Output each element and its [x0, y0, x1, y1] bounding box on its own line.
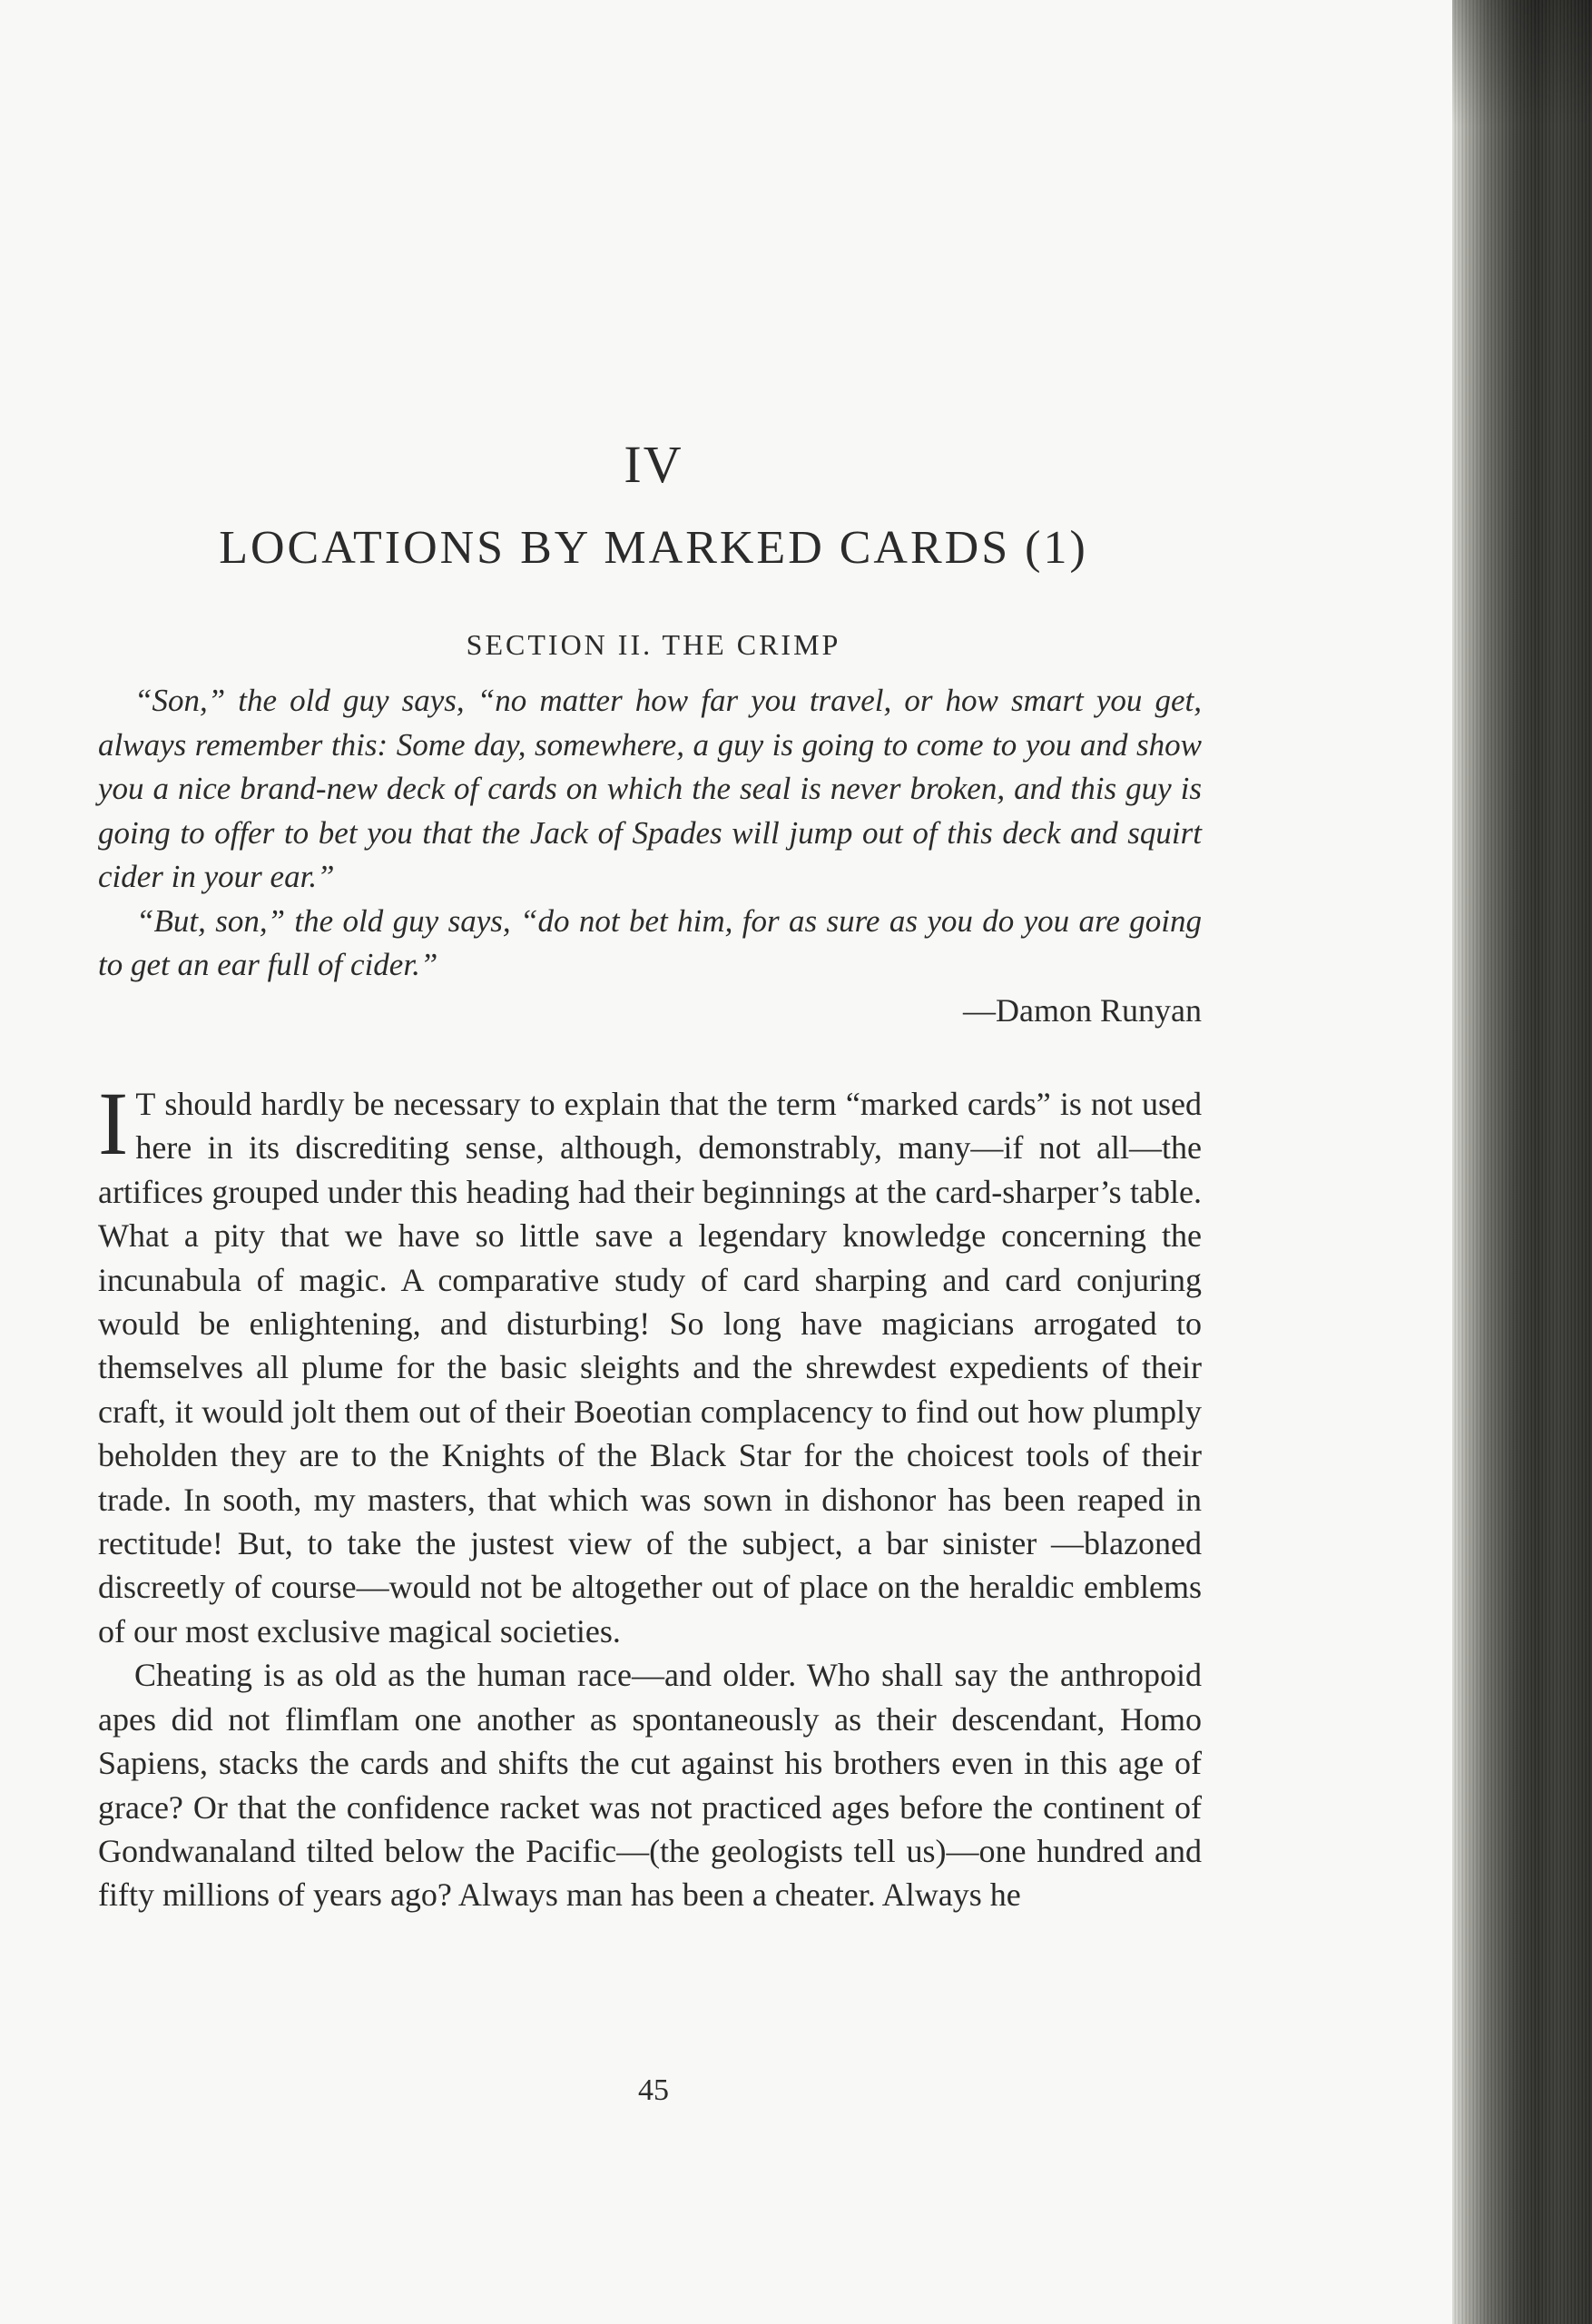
section-title: SECTION II. THE CRIMP	[466, 628, 841, 661]
epigraph	[98, 679, 1202, 988]
lead-word-rest: T	[135, 1086, 156, 1122]
epigraph-paragraph: “Son,” the old guy says, “no matter how far you travel, or how smart you get, always remember this: Some day, somewhere, a guy is going to come to you and show you a nice brand-new deck of cards on which the seal is never broken, and this guy is going to offer to bet you that the Jack of Spades will jump out of this deck and squirt cider in your ear.”	[98, 683, 1202, 894]
book-page-edges	[1452, 0, 1592, 2324]
body-text	[98, 1073, 1202, 1917]
page-number: 45	[638, 2073, 669, 2107]
epigraph-paragraph: “But, son,” the old guy says, “do not bet him, for as sure as you do you are going to get an ear full of cider.”	[98, 902, 1202, 982]
epigraph-attribution: —Damon Runyan	[963, 992, 1202, 1029]
body-paragraph	[98, 1073, 1202, 1653]
drop-cap: I	[98, 1073, 129, 1174]
body-paragraph: Cheating is as old as the human race—and older. Who shall say the anthropoid apes did not flimflam one another as spontaneously as their descendant, Homo Sapiens, stacks the cards and shifts the cut against his brothers even in this age of grace? Or that the confidence racket was not practiced ages before the continent of Gondwanaland tilted below the Pacific—(the geologists tell us)—one hundred and fifty millions of years ago? Always man has been a cheater. Always he	[98, 1657, 1202, 1914]
chapter-number: IV	[624, 435, 683, 494]
chapter-title: LOCATIONS BY MARKED CARDS (1)	[219, 522, 1088, 574]
paragraph-text: should hardly be necessary to explain that the term “marked cards” is not used here in its discrediting sense, although, demonstrably, many—if not all—the artifices grouped under this heading had their beginnings at the card-sharper’s table. What a pity that we have so little save a legendary knowledge concerning the incunabula of magic. A comparative study of card sharping and card conjuring would be enlightening, and disturbing! So long have magicians arrogated to themselves all plume for the basic sleights and the shrewdest expedients of their craft, it would jolt them out of their Boeotian complacency to find out how plumply beholden they are to the Knights of the Black Star for the choicest tools of their trade. In sooth, my masters, that which was sown in dishonor has been reaped in rectitude! But, to take the justest view of the subject, a bar sinister —blazoned discreetly of course—would not be altogether out of place on the heraldic emblems of our most exclusive magical societies.	[98, 1086, 1202, 1649]
